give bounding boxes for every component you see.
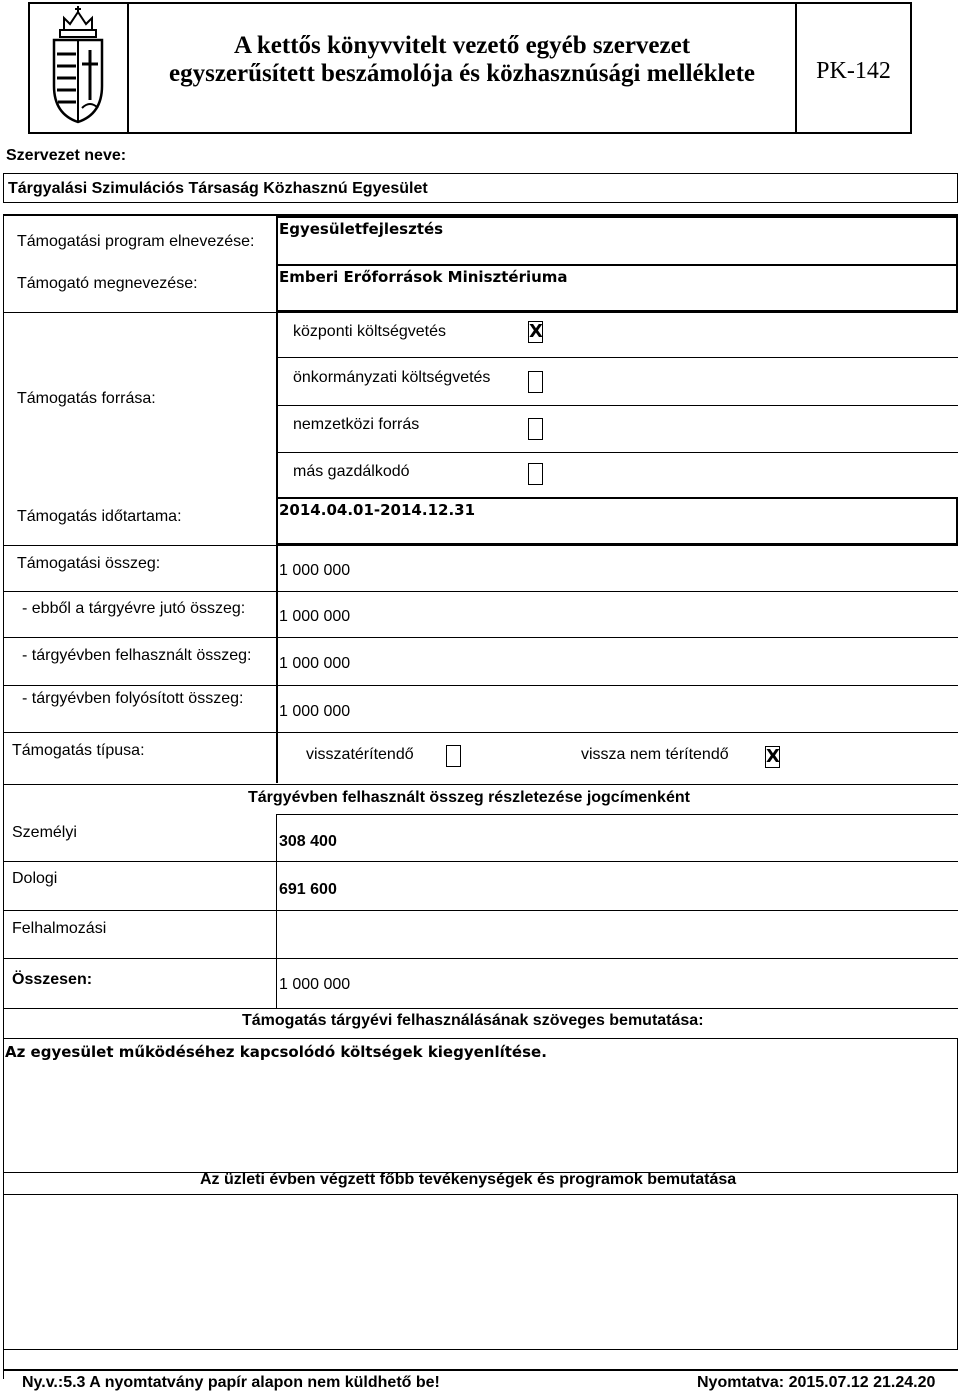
header-title-box <box>127 2 797 134</box>
coat-of-arms-icon <box>30 4 127 132</box>
material-value: 691 600 <box>279 881 337 898</box>
total-value: 1 000 000 <box>279 976 351 993</box>
duration-label: Támogatás időtartama: <box>17 508 182 525</box>
source-checkbox[interactable]: X <box>529 321 543 342</box>
breakdown-row-line <box>3 958 958 959</box>
duration-value: 2014.04.01-2014.12.31 <box>279 501 476 519</box>
type-refundable-label: visszatérítendő <box>306 746 414 763</box>
amount-row-line <box>3 685 958 686</box>
type-refundable-checkbox[interactable] <box>446 745 461 767</box>
breakdown-heading: Tárgyévben felhasznált összeg részletezése jogcímenként <box>248 789 690 806</box>
paid-label: - tárgyévben folyósított összeg: <box>22 690 244 707</box>
organization-label: Szervezet neve: <box>6 147 127 164</box>
activities-heading: Az üzleti évben végzett főbb tevékenységek és programok bemutatása <box>200 1171 737 1188</box>
source-top-line <box>3 312 958 313</box>
breakdown-row-line <box>276 814 958 815</box>
amount-row-line <box>3 637 958 638</box>
breakdown-bottom-line <box>3 1008 958 1009</box>
amount-divider <box>276 545 278 783</box>
activities-text-field <box>3 1194 958 1350</box>
source-row-line <box>276 452 958 453</box>
source-checkbox[interactable] <box>528 418 543 440</box>
grantor-value: Emberi Erőforrások Minisztériuma <box>279 268 568 286</box>
type-label: Támogatás típusa: <box>12 742 145 759</box>
grantor-label: Támogató megnevezése: <box>17 275 198 292</box>
source-label: Támogatás forrása: <box>17 390 156 407</box>
source-checkbox[interactable] <box>528 463 543 485</box>
accumulation-label: Felhalmozási <box>12 920 107 937</box>
breakdown-divider <box>276 814 277 1009</box>
header-code-box <box>795 2 912 134</box>
source-checkbox[interactable] <box>528 371 543 393</box>
source-option-label: önkormányzati költségvetés <box>293 369 491 386</box>
total-label: Összesen: <box>12 971 93 988</box>
program-label: Támogatási program elnevezése: <box>17 233 255 250</box>
amount-value: 1 000 000 <box>279 562 351 579</box>
grantor-value-field <box>276 264 958 312</box>
form-title-line1: A kettős könyvvitelt vezető egyéb szervezet <box>233 32 691 59</box>
source-option-label: más gazdálkodó <box>293 463 410 480</box>
source-row-line <box>276 357 958 358</box>
type-nonrefundable-label: vissza nem térítendő <box>581 746 729 763</box>
form-title-line2: egyszerűsített beszámolója és közhasznúsági melléklete <box>169 60 755 87</box>
year-share-value: 1 000 000 <box>279 608 351 625</box>
breakdown-top-line <box>3 784 958 785</box>
source-row-line <box>276 405 958 406</box>
personal-label: Személyi <box>12 824 77 841</box>
organization-name: Tárgyalási Szimulációs Társaság Közhasznú Egyesület <box>8 180 428 197</box>
footer-version: Ny.v.:5.3 A nyomtatvány papír alapon nem küldhető be! <box>22 1374 440 1391</box>
usage-heading: Támogatás tárgyévi felhasználásának szöveges bemutatása: <box>242 1012 704 1029</box>
year-share-label: - ebből a tárgyévre jutó összeg: <box>22 600 246 617</box>
source-option-label: nemzetközi forrás <box>293 416 420 433</box>
amount-row-line <box>3 591 958 592</box>
program-value-field <box>276 216 958 266</box>
amount-label: Támogatási összeg: <box>17 555 161 572</box>
type-nonrefundable-checkbox[interactable]: X <box>766 746 780 767</box>
organization-name-field <box>3 173 958 203</box>
program-value: Egyesületfejlesztés <box>279 220 444 238</box>
duration-value-field <box>276 497 958 545</box>
used-value: 1 000 000 <box>279 655 351 672</box>
material-label: Dologi <box>12 870 58 887</box>
paid-value: 1 000 000 <box>279 703 351 720</box>
usage-text-field <box>3 1038 958 1173</box>
footer-line <box>3 1369 958 1371</box>
source-option-label: központi költségvetés <box>293 323 446 340</box>
breakdown-row-line <box>3 861 958 862</box>
form-title <box>129 32 795 88</box>
amount-row-line <box>3 732 958 733</box>
header-emblem-box <box>28 2 129 134</box>
personal-value: 308 400 <box>279 833 337 850</box>
amount-top-line <box>3 545 958 546</box>
breakdown-row-line <box>3 910 958 911</box>
form-code: PK-142 <box>816 58 891 84</box>
usage-text: Az egyesület működéséhez kapcsolódó költségek kiegyenlítése. <box>5 1043 547 1061</box>
used-label: - tárgyévben felhasznált összeg: <box>22 647 252 664</box>
footer-print-date: Nyomtatva: 2015.07.12 21.24.20 <box>697 1374 936 1391</box>
